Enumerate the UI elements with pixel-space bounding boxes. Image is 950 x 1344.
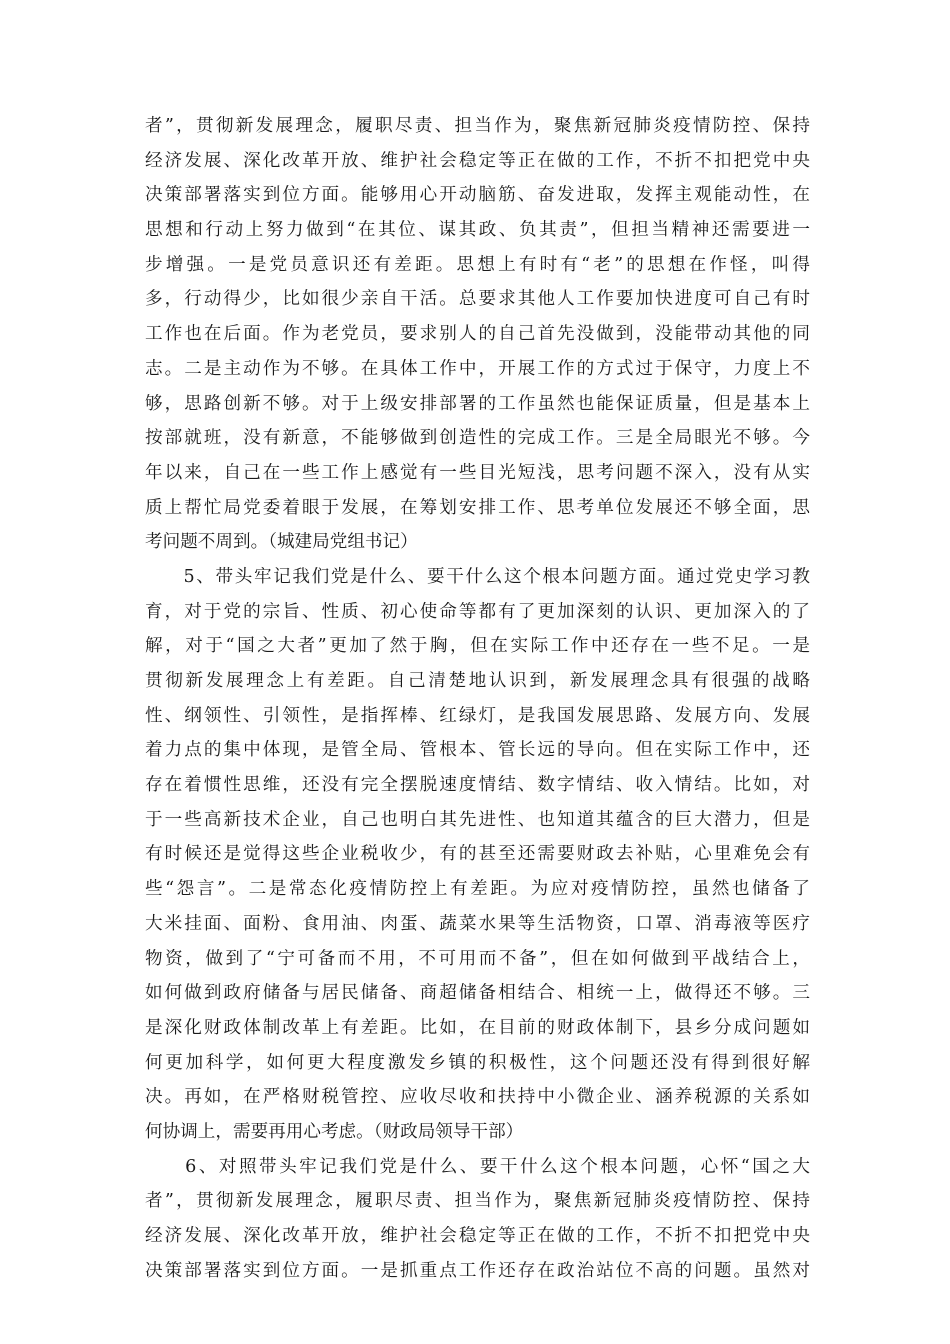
text-line: 考问题不周到。（城建局党组书记） [145,532,418,553]
text-line: 思想和行动上努力做到“在其位、谋其政、负其责”，但担当精神还需要进一 [145,220,810,241]
text-line: 决策部署落实到位方面。能够用心开动脑筋、奋发进取，发挥主观能动性，在 [145,185,810,206]
text-line: 育，对于党的宗旨、性质、初心使命等都有了更加深刻的认识、更加深入的了 [145,601,810,622]
text-line: 有时候还是觉得这些企业税收少，有的甚至还需要财政去补贴，心里难免会有 [145,844,810,865]
text-line: 贯彻新发展理念上有差距。自己清楚地认识到，新发展理念具有很强的战略 [145,671,810,691]
text-line: 5、带头牢记我们党是什么、要干什么这个根本问题方面。通过党史学习教 [145,566,810,587]
text-line: 质上帮忙局党委着眼于发展，在筹划安排工作、思考单位发展还不够全面，思 [145,497,810,518]
text-line: 物资，做到了“宁可备而不用，不可用而不备”，但在如何做到平战结合上， [145,948,810,969]
text-line: 工作也在后面。作为老党员，要求别人的自己首先没做到，没能带动其他的同 [145,324,810,345]
text-line: 些“怨言”。二是常态化疫情防控上有差距。为应对疫情防控，虽然也储备了 [145,879,810,900]
text-line: 是深化财政体制改革上有差距。比如，在目前的财政体制下，县乡分成问题如 [145,1017,810,1038]
text-line: 性、纲领性、引领性，是指挥棒、红绿灯，是我国发展思路、发展方向、发展 [145,705,810,726]
text-line: 年以来，自己在一些工作上感觉有一些目光短浅，思考问题不深入，没有从实 [145,462,810,483]
paragraph-2 [145,560,810,1150]
text-line: 存在着惯性思维，还没有完全摆脱速度情结、数字情结、收入情结。比如，对 [145,775,810,796]
text-line: 步增强。一是党员意识还有差距。思想上有时有“老”的思想在作怪，叫得 [145,254,810,275]
text-line: 决。再如，在严格财税管控、应收尽收和扶持中小微企业、涵养税源的关系如 [145,1087,810,1108]
text-line: 多，行动得少，比如很少亲自干活。总要求其他人工作要加快进度可自己有时 [145,289,810,310]
text-line: 何更加科学，如何更大程度激发乡镇的积极性，这个问题还没有得到很好解 [145,1052,810,1073]
text-line: 何协调上，需要再用心考虑。（财政局领导干部） [145,1121,524,1142]
text-line: 6、对照带头牢记我们党是什么、要干什么这个根本问题，心怀“国之大 [145,1156,810,1177]
text-line: 大米挂面、面粉、食用油、肉蛋、蔬菜水果等生活物资，口罩、消毒液等医疗 [145,913,810,934]
text-line: 够，思路创新不够。对于上级安排部署的工作虽然也能保证质量，但是基本上 [145,393,810,414]
text-line: 者”，贯彻新发展理念，履职尽责、担当作为，聚焦新冠肺炎疫情防控、保持 [145,1191,810,1212]
text-line: 决策部署落实到位方面。一是抓重点工作还存在政治站位不高的问题。虽然对 [145,1260,810,1281]
text-line: 经济发展、深化改革开放，维护社会稳定等正在做的工作，不折不扣把党中央 [145,1226,810,1246]
text-line: 按部就班，没有新意，不能够做到创造性的完成工作。三是全局眼光不够。今 [145,428,810,449]
text-line: 于一些高新技术企业，自己也明白其先进性、也知道其蕴含的巨大潜力，但是 [145,809,810,830]
text-line: 者”，贯彻新发展理念，履职尽责、担当作为，聚焦新冠肺炎疫情防控、保持 [145,116,810,136]
text-line: 解，对于“国之大者”更加了然于胸，但在实际工作中还存在一些不足。一是 [145,636,810,657]
text-line: 经济发展、深化改革开放、维护社会稳定等正在做的工作，不折不扣把党中央 [145,150,810,171]
text-line: 着力点的集中体现，是管全局、管根本、管长远的导向。但在实际工作中，还 [145,740,810,761]
text-line: 志。二是主动作为不够。在具体工作中，开展工作的方式过于保守，力度上不 [145,358,810,379]
paragraph-3 [145,1150,810,1289]
text-line: 如何做到政府储备与居民储备、商超储备相结合、相统一上，做得还不够。三 [145,983,810,1004]
document-body [145,109,810,1288]
paragraph-1 [145,109,810,560]
